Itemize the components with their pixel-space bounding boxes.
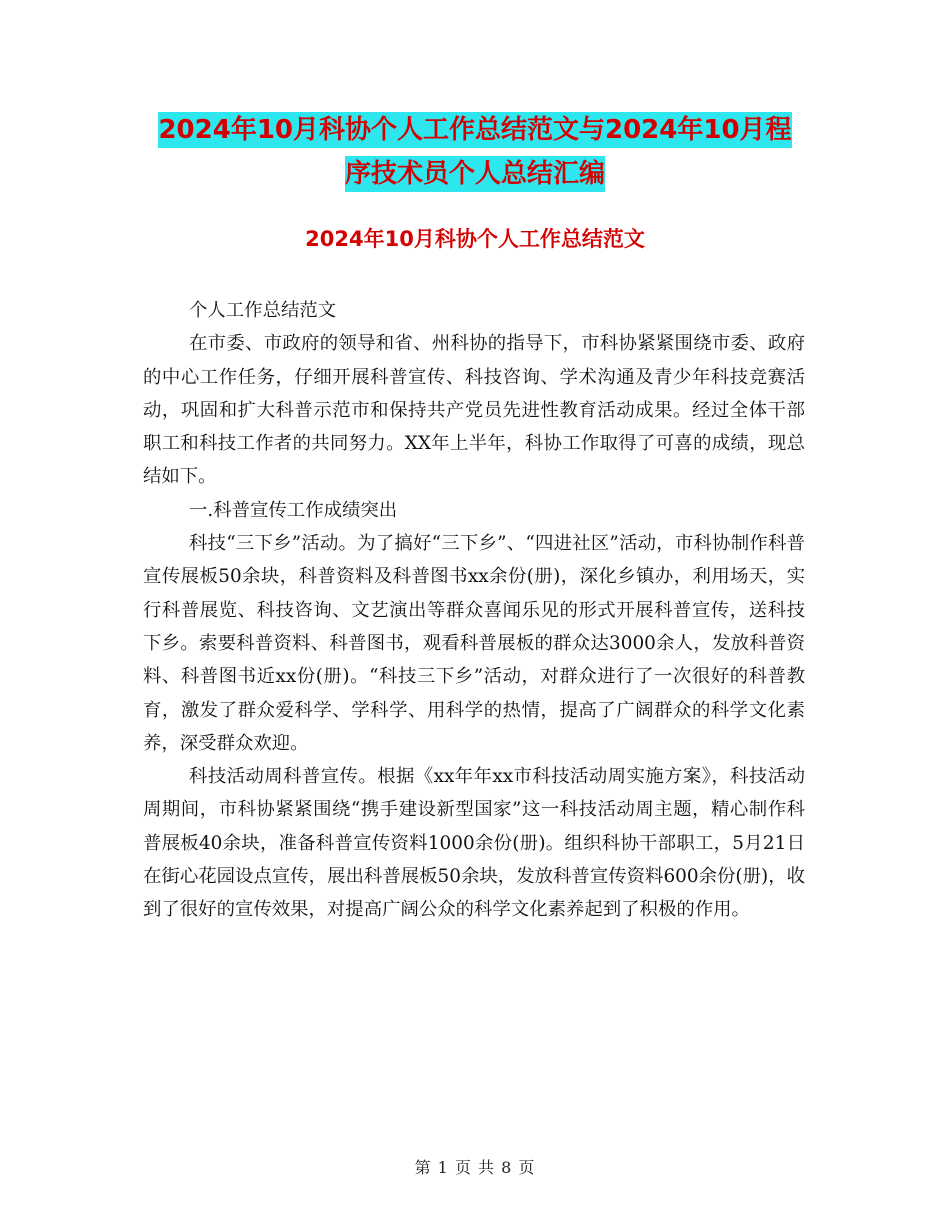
document-title-line-2 [0,161,950,187]
paragraph-section-heading: 一.科普宣传工作成绩突出 [189,499,398,521]
document-title-text-2: 序技术员个人总结汇编 [345,156,605,192]
paragraph-intro: 在市委、市政府的领导和省、州科协的指导下，市科协紧紧围绕市委、政府的中心工作任务，仔细开展科普宣传、科技咨询、学术沟通及青少年科技竞赛活动，巩固和扩大科普示范市和保持共产党员先进性教育活动成果。经过全体干部职工和科技工作者的共同努力。XX年上半年，科协工作取得了可喜的成绩，现总结如下。 [143,333,805,488]
document-title-line-1 [0,117,950,143]
paragraph-three-to-countryside: 科技“三下乡”活动。为了搞好“三下乡”、“四进社区”活动，市科协制作科普宣传展板50余块，科普资料及科普图书xx余份(册)，深化乡镇办，利用场天，实行科普展览、科技咨询、文艺演出等群众喜闻乐见的形式开展科普宣传，送科技下乡。索要科普资料、科普图书，观看科普展板的群众达3000余人，发放科普资料、科普图书近xx份(册)。“科技三下乡”活动，对群众进行了一次很好的科普教育，激发了群众爱科学、学科学、用科学的热情，提高了广阔群众的科学文化素养，深受群众欢迎。 [143,533,805,754]
section-heading: 2024年10月科协个人工作总结范文 [305,227,645,251]
document-title-text-1: 2024年10月科协个人工作总结范文与2024年10月程 [158,112,791,148]
document-body [143,294,805,927]
paragraph-science-week: 科技活动周科普宣传。根据《xx年年xx市科技活动周实施方案》，科技活动周期间，市科协紧紧围绕“携手建设新型国家”这一科技活动周主题，精心制作科普展板40余块，准备科普宣传资料1000余份(册)。组织科协干部职工，5月21日在街心花园设点宣传，展出科普展板50余块，发放科普宣传资料600余份(册)，收到了很好的宣传效果，对提高广阔公众的科学文化素养起到了积极的作用。 [143,766,805,921]
page-footer: 第 1 页 共 8 页 [414,1158,536,1177]
paragraph-subtitle: 个人工作总结范文 [189,300,337,321]
